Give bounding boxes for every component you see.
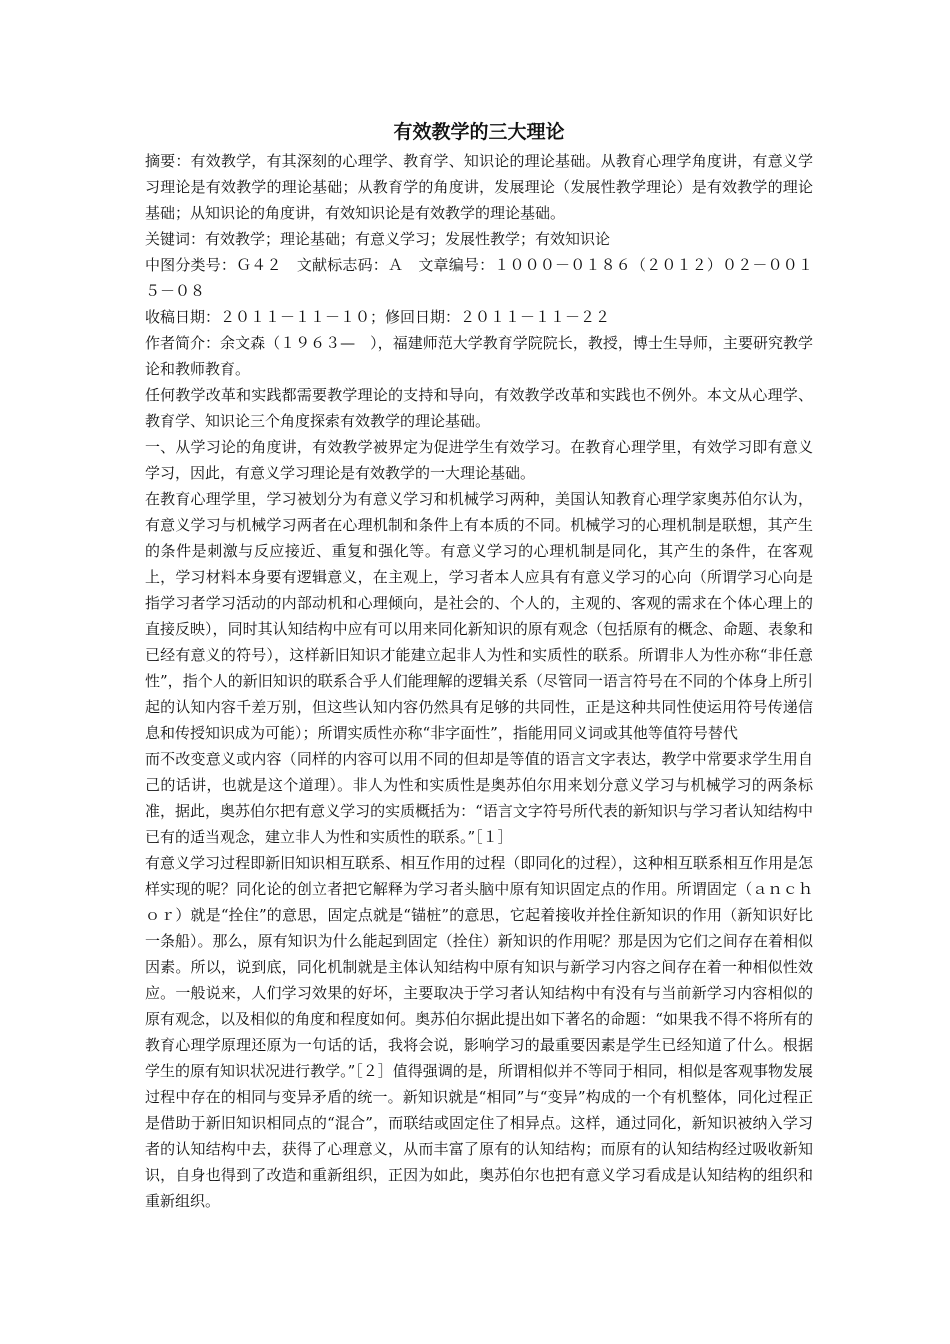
received-date-paragraph: 收稿日期：２０１１－１１－１０；修回日期：２０１１－１１－２２ (145, 308, 611, 326)
author-bio-paragraph: 作者简介：余文森（１９６３— ），福建师范大学教育学院院长，教授，博士生导师，主要研究教学论和教师教育。 (145, 334, 813, 378)
body-paragraph: 而不改变意义或内容（同样的内容可以用不同的但却是等值的语言文字表达，教学中常要求学生用自己的话讲，也就是这个道理）。非人为性和实质性是奥苏伯尔用来划分意义学习与机械学习的两条标准，据此，奥苏伯尔把有意义学习的实质概括为：“语言文字符号所代表的新知识与学习者认知结构中已有的适当观念，建立非人为性和实质性的联系。”［１］ (145, 750, 813, 846)
section-one-paragraph: 一、从学习论的角度讲，有效教学被界定为促进学生有效学习。在教育心理学里，有效学习即有意义学习，因此，有意义学习理论是有效教学的一大理论基础。 (145, 438, 813, 482)
classification-paragraph: 中图分类号：Ｇ４２ 文献标志码：Ａ 文章编号：１０００－０１８６（２０１２）０２－００１５－０８ (145, 256, 813, 300)
document-title: 有效教学的三大理论 (393, 121, 565, 143)
body-paragraph: 有意义学习过程即新旧知识相互联系、相互作用的过程（即同化的过程），这种相互联系相互作用是怎样实现的呢？同化论的创立者把它解释为学习者头脑中原有知识固定点的作用。所谓固定（ａｎｃｈｏｒ）就是“拴住”的意思，固定点就是“锚桩”的意思，它起着接收并拴住新知识的作用（新知识好比一条船）。那么，原有知识为什么能起到固定（拴住）新知识的作用呢？那是因为它们之间存在着相似因素。所以，说到底，同化机制就是主体认知结构中原有知识与新学习内容之间存在着一种相似性效应。一般说来，人们学习效果的好坏，主要取决于学习者认知结构中有没有与当前新学习内容相似的原有观念，以及相似的角度和程度如何。奥苏伯尔据此提出如下著名的命题：“如果我不得不将所有的教育心理学原理还原为一句话的话，我将会说，影响学习的最重要因素是学生已经知道了什么。根据学生的原有知识状况进行教学。”［２］值得强调的是，所谓相似并不等同于相同，相似是客观事物发展过程中存在的相同与变异矛盾的统一。新知识就是“相同”与“变异”构成的一个有机整体，同化过程正是借助于新旧知识相同点的“混合”，而联结或固定住了相异点。这样，通过同化，新知识被纳入学习者的认知结构中去，获得了心理意义，从而丰富了原有的认知结构；而原有的认知结构经过吸收新知识，自身也得到了改造和重新组织，正因为如此，奥苏伯尔也把有意义学习看成是认知结构的组织和重新组织。 (145, 854, 813, 1210)
document-body (145, 118, 813, 1214)
intro-paragraph: 任何教学改革和实践都需要教学理论的支持和导向，有效教学改革和实践也不例外。本文从心理学、教育学、知识论三个角度探索有效教学的理论基础。 (145, 386, 813, 430)
keywords-paragraph: 关键词：有效教学；理论基础；有意义学习；发展性教学；有效知识论 (145, 230, 611, 248)
body-paragraph: 在教育心理学里，学习被划分为有意义学习和机械学习两种，美国认知教育心理学家奥苏伯尔认为，有意义学习与机械学习两者在心理机制和条件上有本质的不同。机械学习的心理机制是联想，其产生的条件是刺激与反应接近、重复和强化等。有意义学习的心理机制是同化，其产生的条件，在客观上，学习材料本身要有逻辑意义，在主观上，学习者本人应具有有意义学习的心向（所谓学习心向是指学习者学习活动的内部动机和心理倾向，是社会的、个人的，主观的、客观的需求在个体心理上的直接反映），同时其认知结构中应有可以用来同化新知识的原有观念（包括原有的概念、命题、表象和已经有意义的符号），这样新旧知识才能建立起非人为性和实质性的联系。所谓非人为性亦称“非任意性”，指个人的新旧知识的联系合乎人们能理解的逻辑关系（尽管同一语言符号在不同的个体身上所引起的认知内容千差万别，但这些认知内容仍然具有足够的共同性，正是这种共同性使运用符号传递信息和传授知识成为可能）；所谓实质性亦称“非字面性”，指能用同义词或其他等值符号替代 (145, 490, 813, 742)
abstract-paragraph: 摘要：有效教学，有其深刻的心理学、教育学、知识论的理论基础。从教育心理学角度讲，有意义学习理论是有效教学的理论基础；从教育学的角度讲，发展理论（发展性教学理论）是有效教学的理论基础；从知识论的角度讲，有效知识论是有效教学的理论基础。 (145, 152, 813, 222)
